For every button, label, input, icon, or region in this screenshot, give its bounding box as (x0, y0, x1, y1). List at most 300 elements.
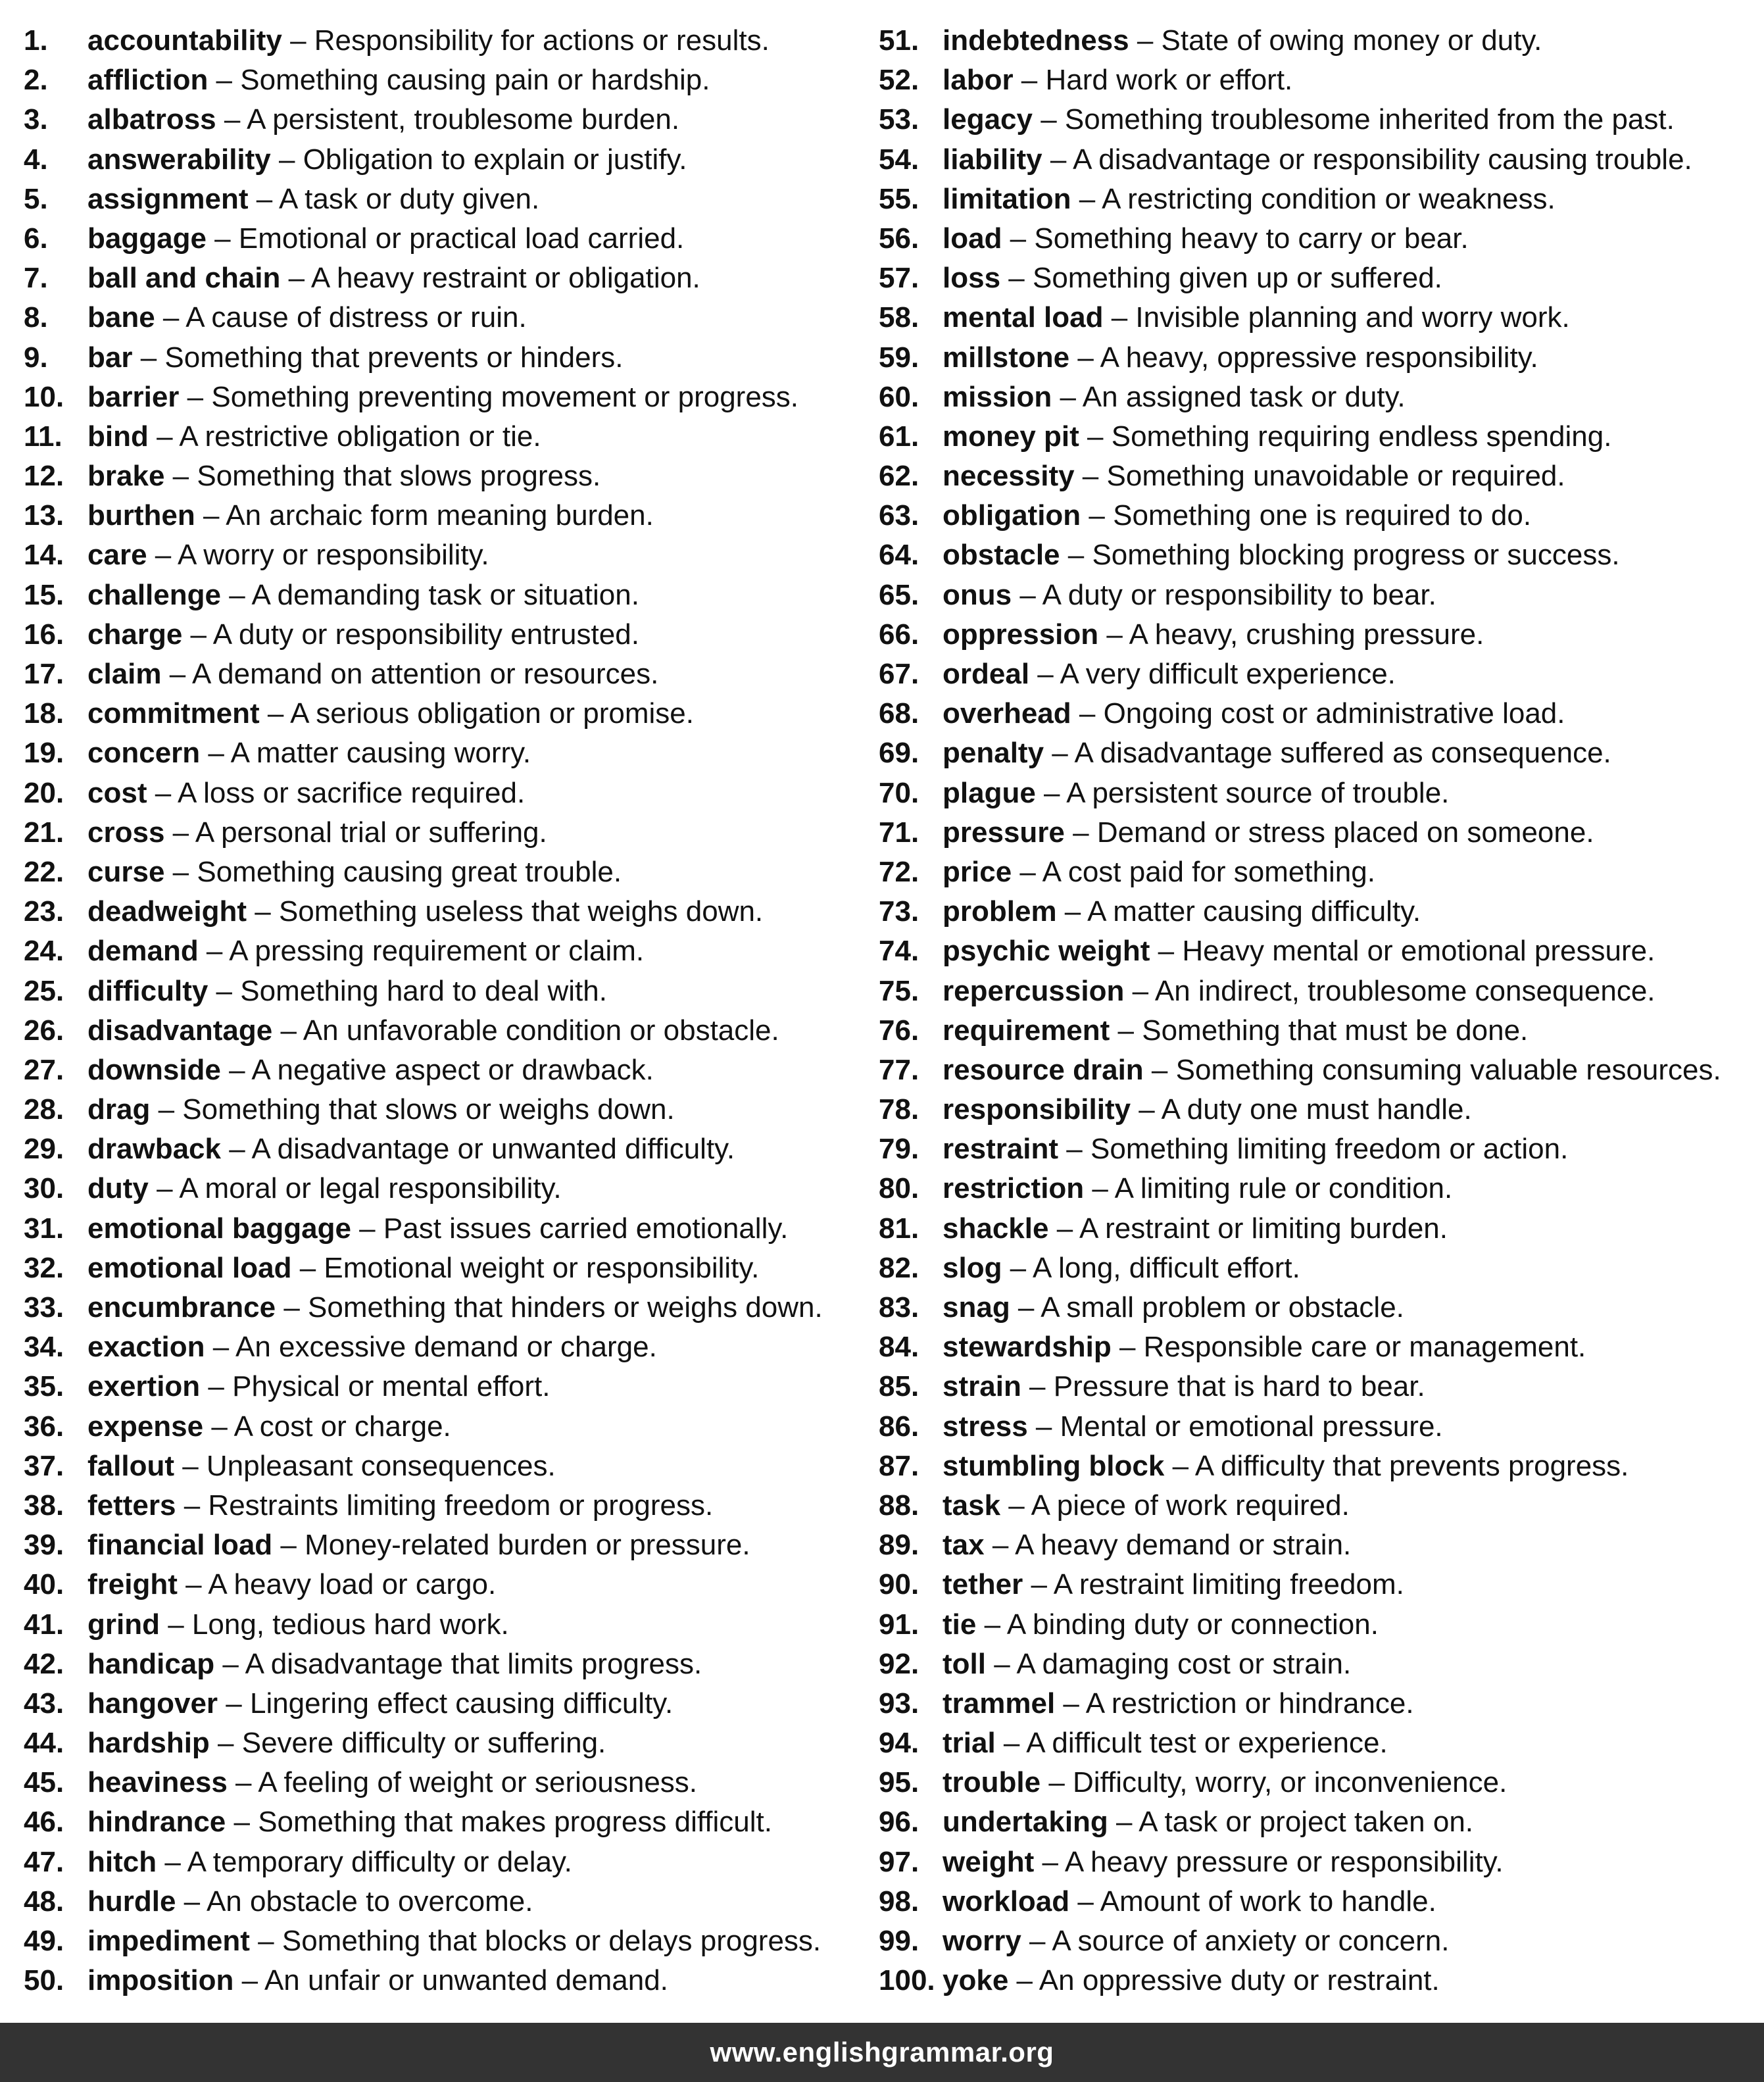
list-item (879, 1605, 1753, 1645)
item-text (87, 259, 700, 298)
list-item (24, 1525, 872, 1565)
item-separator: – (351, 1212, 383, 1245)
item-number: 21. (24, 816, 64, 849)
item-number: 34. (24, 1331, 64, 1364)
item-definition: A disadvantage or responsibility causing trouble. (1073, 143, 1692, 176)
item-term: albatross (87, 103, 216, 136)
list-item (879, 1288, 1753, 1327)
list-item (24, 1169, 872, 1208)
item-definition: Something causing great trouble. (197, 855, 622, 888)
item-number: 65. (879, 578, 919, 611)
list-item (24, 1486, 872, 1525)
item-term: load (943, 222, 1002, 255)
item-definition: A limiting rule or condition. (1114, 1172, 1453, 1205)
item-number: 70. (879, 776, 919, 809)
item-definition: A cause of distress or ruin. (185, 301, 527, 334)
item-separator: – (208, 974, 241, 1007)
item-text (943, 694, 1565, 733)
list-item (879, 1327, 1753, 1367)
item-term: exaction (87, 1331, 205, 1364)
list-item (879, 1684, 1753, 1723)
list-item (879, 655, 1753, 694)
item-separator: – (1098, 618, 1129, 651)
list-item (24, 813, 872, 853)
item-number: 79. (879, 1133, 919, 1166)
list-item (24, 1882, 872, 1921)
item-text (87, 931, 644, 971)
item-definition: A disadvantage that limits progress. (245, 1647, 702, 1680)
item-term: repercussion (943, 974, 1125, 1007)
item-number: 38. (24, 1489, 64, 1522)
item-text (87, 1763, 697, 1802)
item-separator: – (1079, 420, 1112, 453)
item-number: 27. (24, 1053, 64, 1086)
item-text (943, 1051, 1721, 1090)
item-separator: – (1052, 380, 1083, 413)
item-separator: – (220, 1133, 252, 1166)
item-text (943, 1288, 1404, 1327)
item-definition: A feeling of weight or seriousness. (258, 1766, 698, 1799)
list-item (24, 774, 872, 813)
item-separator: – (1074, 460, 1107, 493)
item-definition: Something unavoidable or required. (1106, 460, 1565, 493)
item-term: impediment (87, 1925, 250, 1957)
item-term: exertion (87, 1370, 201, 1403)
list-item (24, 338, 872, 378)
item-number: 74. (879, 935, 919, 968)
item-separator: – (233, 1964, 264, 1997)
item-definition: A disadvantage or unwanted difficulty. (251, 1133, 735, 1166)
list-item (879, 21, 1753, 61)
item-number: 59. (879, 341, 919, 374)
item-number: 42. (24, 1647, 64, 1680)
item-separator: – (1069, 341, 1100, 374)
item-text (943, 1802, 1473, 1842)
item-definition: Long, tedious hard work. (191, 1608, 509, 1641)
item-number: 64. (879, 539, 919, 572)
item-definition: A heavy load or cargo. (208, 1568, 497, 1601)
item-number: 83. (879, 1291, 919, 1324)
item-definition: A source of anxiety or concern. (1052, 1925, 1450, 1957)
item-term: mental load (943, 301, 1104, 334)
list-item (24, 1961, 872, 2000)
item-separator: – (259, 697, 291, 730)
item-separator: – (1029, 658, 1060, 690)
item-term: toll (943, 1647, 986, 1680)
item-text (87, 1051, 654, 1090)
item-text (87, 1249, 759, 1288)
list-item (24, 457, 872, 496)
item-separator: – (176, 1489, 208, 1522)
item-number: 60. (879, 380, 919, 413)
item-definition: Hard work or effort. (1045, 64, 1293, 97)
list-item (24, 21, 872, 61)
list-item (879, 1882, 1753, 1921)
item-term: cost (87, 776, 147, 809)
item-text (87, 1169, 562, 1208)
item-text (87, 1525, 750, 1565)
item-text (943, 259, 1442, 298)
item-separator: – (209, 1727, 242, 1760)
item-definition: A heavy, oppressive responsibility. (1100, 341, 1538, 374)
item-text (87, 892, 763, 931)
item-separator: – (174, 1449, 207, 1482)
item-term: resource drain (943, 1053, 1144, 1086)
item-number: 32. (24, 1251, 64, 1284)
list-item (879, 1011, 1753, 1051)
item-text (943, 615, 1484, 655)
item-definition: A persistent, troublesome burden. (247, 103, 680, 136)
item-number: 84. (879, 1331, 919, 1364)
item-definition: A task or project taken on. (1139, 1806, 1474, 1839)
item-separator: – (1041, 1766, 1073, 1799)
item-definition: An excessive demand or charge. (235, 1331, 657, 1364)
list-item (24, 892, 872, 931)
item-definition: Unpleasant consequences. (206, 1449, 556, 1482)
list-item (879, 1723, 1753, 1763)
item-text (943, 298, 1570, 337)
item-separator: – (976, 1608, 1007, 1641)
item-separator: – (995, 1727, 1027, 1760)
item-definition: Something one is required to do. (1113, 499, 1532, 532)
list-item (879, 298, 1753, 337)
item-text (943, 1605, 1379, 1645)
item-term: burthen (87, 499, 195, 532)
item-number: 6. (24, 222, 48, 255)
item-text (87, 774, 525, 813)
item-text (943, 219, 1469, 259)
list-item (879, 1843, 1753, 1882)
item-term: emotional baggage (87, 1212, 351, 1245)
item-definition: Something heavy to carry or bear. (1034, 222, 1469, 255)
item-term: task (943, 1489, 1001, 1522)
item-text (943, 180, 1556, 219)
list-item (879, 972, 1753, 1011)
item-number: 52. (879, 64, 919, 97)
item-separator: – (177, 1568, 208, 1601)
item-separator: – (985, 1647, 1017, 1680)
item-term: grind (87, 1608, 160, 1641)
item-text (943, 535, 1620, 575)
item-number: 88. (879, 1489, 919, 1522)
list-item (879, 496, 1753, 535)
item-text (87, 576, 639, 615)
item-term: legacy (943, 103, 1033, 136)
item-number: 23. (24, 895, 64, 928)
item-separator: – (1150, 935, 1183, 968)
item-text (943, 1011, 1528, 1051)
item-text (943, 1327, 1586, 1367)
item-term: imposition (87, 1964, 234, 1997)
item-text (943, 1843, 1504, 1882)
item-number: 87. (879, 1449, 919, 1482)
website-url[interactable]: www.englishgrammar.org (710, 2037, 1054, 2068)
item-text (87, 378, 798, 417)
item-definition: Something causing pain or hardship. (240, 64, 710, 97)
item-definition: A demanding task or situation. (251, 578, 639, 611)
item-text (943, 140, 1692, 180)
item-number: 99. (879, 1925, 919, 1957)
item-definition: A serious obligation or promise. (290, 697, 694, 730)
item-term: price (943, 855, 1012, 888)
item-definition: A personal trial or suffering. (195, 816, 547, 849)
item-separator: – (1081, 499, 1114, 532)
item-number: 39. (24, 1529, 64, 1562)
list-item (879, 1129, 1753, 1169)
item-number: 43. (24, 1687, 64, 1720)
item-number: 24. (24, 935, 64, 968)
item-term: worry (943, 1925, 1021, 1957)
item-definition: Lingering effect causing difficulty. (249, 1687, 674, 1720)
item-separator: – (1012, 855, 1042, 888)
item-term: heaviness (87, 1766, 228, 1799)
item-number: 56. (879, 222, 919, 255)
item-term: overhead (943, 697, 1071, 730)
item-term: necessity (943, 460, 1075, 493)
list-item (24, 140, 872, 180)
item-definition: Something that blocks or delays progress. (282, 1925, 821, 1957)
item-number: 76. (879, 1014, 919, 1047)
item-term: duty (87, 1172, 149, 1205)
list-item (879, 1763, 1753, 1802)
item-number: 90. (879, 1568, 919, 1601)
item-number: 3. (24, 103, 48, 136)
item-term: shackle (943, 1212, 1049, 1245)
item-number: 54. (879, 143, 919, 176)
item-text (943, 972, 1655, 1011)
item-separator: – (1060, 539, 1092, 572)
item-number: 55. (879, 182, 919, 215)
list-item (879, 694, 1753, 733)
item-separator: – (176, 1885, 207, 1918)
list-item (24, 1288, 872, 1327)
item-separator: – (282, 24, 314, 57)
item-separator: – (220, 578, 252, 611)
list-item (24, 931, 872, 971)
item-term: millstone (943, 341, 1070, 374)
item-term: tether (943, 1568, 1023, 1601)
item-number: 89. (879, 1529, 919, 1562)
list-item (24, 180, 872, 219)
item-number: 18. (24, 697, 64, 730)
list-item (24, 576, 872, 615)
item-term: expense (87, 1410, 204, 1443)
item-number: 92. (879, 1647, 919, 1680)
item-term: cross (87, 816, 165, 849)
item-separator: – (164, 855, 197, 888)
item-number: 61. (879, 420, 919, 453)
item-number: 46. (24, 1806, 64, 1839)
item-separator: – (182, 618, 213, 651)
item-text (87, 1486, 713, 1525)
item-term: hindrance (87, 1806, 226, 1839)
item-number: 37. (24, 1449, 64, 1482)
item-number: 26. (24, 1014, 64, 1047)
item-number: 98. (879, 1885, 919, 1918)
item-number: 20. (24, 776, 64, 809)
item-text (87, 1843, 572, 1882)
item-definition: A disadvantage suffered as consequence. (1074, 737, 1611, 770)
item-number: 30. (24, 1172, 64, 1205)
item-number: 58. (879, 301, 919, 334)
item-text (943, 1882, 1436, 1921)
item-definition: A demand on attention or resources. (192, 658, 659, 690)
item-term: curse (87, 855, 165, 888)
item-term: hitch (87, 1845, 157, 1878)
item-text (87, 219, 684, 259)
item-separator: – (984, 1529, 1016, 1562)
list-item (879, 576, 1753, 615)
list-item (879, 774, 1753, 813)
item-separator: – (206, 222, 239, 255)
item-text (87, 1447, 556, 1486)
item-separator: – (1027, 1410, 1060, 1443)
list-item (24, 1129, 872, 1169)
item-definition: Something troublesome inherited from the past. (1064, 103, 1675, 136)
item-term: tie (943, 1608, 977, 1641)
item-term: labor (943, 64, 1014, 97)
item-separator: – (1000, 262, 1033, 295)
list-item (24, 1209, 872, 1249)
item-separator: – (291, 1251, 324, 1284)
item-term: trial (943, 1727, 996, 1760)
list-item (24, 615, 872, 655)
item-definition: Money-related burden or pressure. (305, 1529, 750, 1562)
item-separator: – (1008, 1964, 1039, 1997)
item-definition: A temporary difficulty or delay. (187, 1845, 572, 1878)
item-separator: – (200, 737, 231, 770)
item-number: 40. (24, 1568, 64, 1601)
item-text (943, 1565, 1404, 1604)
item-definition: A pressing requirement or claim. (229, 935, 645, 968)
item-definition: Emotional weight or responsibility. (324, 1251, 760, 1284)
item-term: stewardship (943, 1331, 1112, 1364)
item-separator: – (1010, 1291, 1041, 1324)
item-number: 51. (879, 24, 919, 57)
item-text (87, 1129, 735, 1169)
item-number: 72. (879, 855, 919, 888)
list-item (24, 1921, 872, 1961)
item-number: 63. (879, 499, 919, 532)
list-item (24, 417, 872, 457)
list-item (24, 1249, 872, 1288)
item-definition: Something requiring endless spending. (1111, 420, 1612, 453)
item-number: 67. (879, 658, 919, 690)
item-text (943, 774, 1449, 813)
item-term: limitation (943, 182, 1071, 215)
item-term: disadvantage (87, 1014, 273, 1047)
item-definition: A small problem or obstacle. (1041, 1291, 1404, 1324)
item-term: bar (87, 341, 133, 374)
item-separator: – (218, 1687, 250, 1720)
item-definition: An unfavorable condition or obstacle. (303, 1014, 779, 1047)
item-definition: Something that hinders or weighs down. (308, 1291, 823, 1324)
item-term: emotional load (87, 1251, 292, 1284)
item-text (87, 813, 547, 853)
item-text (87, 1802, 772, 1842)
item-separator: – (1042, 143, 1073, 176)
item-term: plague (943, 776, 1036, 809)
item-separator: – (1000, 1489, 1031, 1522)
item-separator: – (1034, 1845, 1065, 1878)
item-definition: Something hard to deal with. (240, 974, 607, 1007)
list-item (24, 1843, 872, 1882)
item-definition: Past issues carried emotionally. (383, 1212, 789, 1245)
item-separator: – (1131, 1093, 1162, 1126)
item-number: 35. (24, 1370, 64, 1403)
list-item (24, 1802, 872, 1842)
list-item (879, 1961, 1753, 2000)
list-item (879, 892, 1753, 931)
item-separator: – (226, 1806, 258, 1839)
list-item (879, 1407, 1753, 1447)
item-number: 68. (879, 697, 919, 730)
item-term: liability (943, 143, 1042, 176)
item-separator: – (1129, 24, 1162, 57)
list-item (24, 1763, 872, 1802)
item-separator: – (270, 143, 303, 176)
item-text (943, 1486, 1350, 1525)
item-number: 97. (879, 1845, 919, 1878)
item-text (87, 338, 623, 378)
item-definition: An archaic form meaning burden. (226, 499, 654, 532)
item-separator: – (272, 1529, 305, 1562)
item-text (87, 1327, 657, 1367)
list-item (24, 1051, 872, 1090)
item-term: downside (87, 1053, 221, 1086)
item-number: 49. (24, 1925, 64, 1957)
item-separator: – (1111, 1331, 1144, 1364)
item-term: deadweight (87, 895, 247, 928)
footer-bar (0, 2023, 1764, 2082)
list-item (24, 1605, 872, 1645)
item-separator: – (147, 776, 178, 809)
item-text (87, 496, 654, 535)
item-term: obstacle (943, 539, 1060, 572)
item-term: penalty (943, 737, 1044, 770)
item-term: commitment (87, 697, 260, 730)
item-text (87, 298, 527, 337)
item-number: 29. (24, 1133, 64, 1166)
item-separator: – (1013, 64, 1046, 97)
item-number: 44. (24, 1727, 64, 1760)
item-term: snag (943, 1291, 1010, 1324)
item-separator: – (150, 1093, 183, 1126)
item-separator: – (1021, 1925, 1052, 1957)
item-definition: A moral or legal responsibility. (179, 1172, 562, 1205)
item-text (943, 1961, 1440, 2000)
item-separator: – (1021, 1370, 1054, 1403)
item-term: strain (943, 1370, 1021, 1403)
list-item (24, 1447, 872, 1486)
item-number: 15. (24, 578, 64, 611)
list-item (879, 813, 1753, 853)
item-separator: – (1071, 697, 1104, 730)
item-text (943, 417, 1611, 457)
list-item (24, 100, 872, 139)
item-separator: – (203, 1410, 234, 1443)
item-definition: A binding duty or connection. (1006, 1608, 1379, 1641)
item-text (87, 1090, 675, 1129)
item-definition: A worry or responsibility. (178, 539, 489, 572)
item-term: assignment (87, 182, 249, 215)
item-number: 13. (24, 499, 64, 532)
item-number: 1. (24, 24, 48, 57)
item-separator: – (214, 1647, 245, 1680)
item-term: bane (87, 301, 155, 334)
item-definition: Something that must be done. (1142, 1014, 1529, 1047)
item-definition: A duty one must handle. (1161, 1093, 1472, 1126)
